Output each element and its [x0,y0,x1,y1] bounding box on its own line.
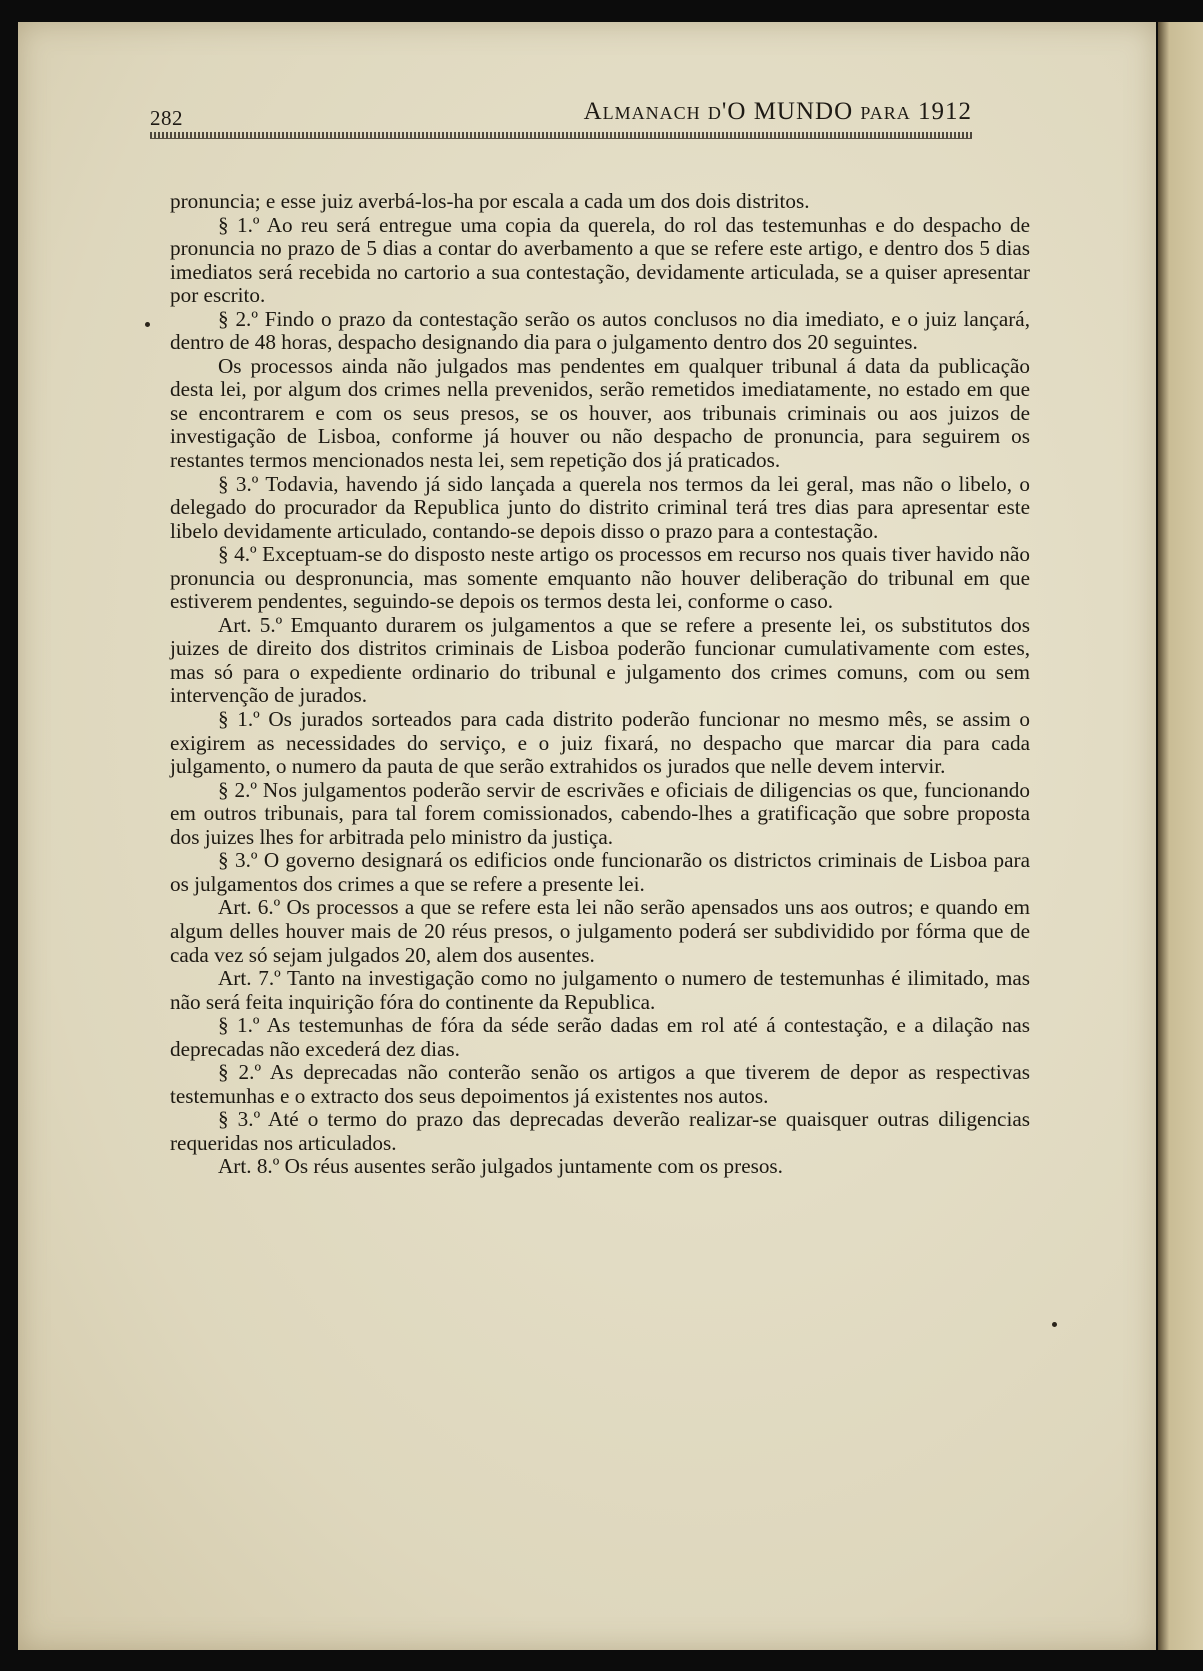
paragraph: Os processos ainda não julgados mas pendentes em qualquer tribunal á data da publicação desta lei, por algum dos crimes nella prevenidos, serão remetidos imediatamente, no estado em que se encontrarem e com os seus presos, se os houver, aos tribunais criminais ou aos juizos de investigação de Lisboa, conforme já houver ou não despacho de pronuncia, para seguirem os restantes termos mencionados nesta lei, sem repetição dos já praticados. [170,353,1030,473]
header-rule [150,132,972,139]
body-text [170,190,1030,1179]
adjacent-page-edge [1158,22,1203,1650]
paragraph: § 1.º As testemunhas de fóra da séde serão dadas em rol até á contestação, e a dilação nas deprecadas não excederá dez dias. [170,1013,1030,1061]
paragraph: Art. 7.º Tanto na investigação como no julgamento o numero de testemunhas é ilimitado, mas não será feita inquirição fóra do continente da Republica. [170,966,1030,1014]
paragraph: § 2.º Findo o prazo da contestação serão os autos conclusos no dia imediato, e o juiz lançará, dentro de 48 horas, despacho designando dia para o julgamento dentro dos 20 seguintes. [170,306,1030,355]
margin-mark [1052,1322,1057,1327]
paragraph: Art. 6.º Os processos a que se refere esta lei não serão apensados uns aos outros; e quando em algum delles houver mais de 20 réus presos, o julgamento poderá ser subdividido por fórma que de cada vez só sejam julgados 20, alem dos ausentes. [170,895,1030,967]
page-number: 282 [150,106,183,130]
margin-mark [145,322,150,327]
paragraph: Art. 8.º Os réus ausentes serão julgados juntamente com os presos. [218,1154,783,1179]
paragraph: § 3.º Até o termo do prazo das deprecadas deverão realizar-se quaisquer outras diligencias requeridas nos articulados. [170,1107,1030,1155]
paragraph: § 3.º O governo designará os edificios onde funcionarão os districtos criminais de Lisboa para os julgamentos dos crimes a que se refere a presente lei. [170,848,1030,896]
paragraph: pronuncia; e esse juiz averbá-los-ha por escala a cada um dos dois distritos. [170,189,810,213]
paragraph: § 1.º Ao reu será entregue uma copia da querela, do rol das testemunhas e do despacho de pronuncia no prazo de 5 dias a contar do averbamento a que se refere este artigo, e dentro dos 5 dias imediatos será recebida no cartorio a sua contestação, devidamente articulada, se a quiser apresentar por escrito. [170,212,1030,308]
paragraph: § 1.º Os jurados sorteados para cada distrito poderão funcionar no mesmo mês, se assim o exigirem as necessidades do serviço, e o juiz fixará, no despacho que marcar dia para cada julgamento, o numero da pauta de que serão extrahidos os jurados que nelle devem intervir. [170,707,1030,779]
paragraph: § 2.º Nos julgamentos poderão servir de escrivães e oficiais de diligencias os que, funcionando em outros tribunais, para tal forem comissionados, cabendo-lhes a gratificação que sobre proposta dos juizes lhes for arbitrada pelo ministro da justiça. [170,777,1030,849]
running-title: Almanach d'O MUNDO para 1912 [583,98,972,125]
paragraph: Art. 5.º Emquanto durarem os julgamentos a que se refere a presente lei, os substitutos dos juizes de direito dos distritos criminais de Lisboa poderão funcionar cumulativamente com estes, mas só para o expediente ordinario do tribunal e julgamento dos crimes comuns, com ou sem intervenção de jurados. [170,612,1030,708]
paragraph: § 4.º Exceptuam-se do disposto neste artigo os processos em recurso nos quais tiver havido não pronuncia ou despronuncia, mas somente emquanto não houver deliberação do tribunal em que estiverem pendentes, seguindo-se depois os termos desta lei, conforme o caso. [170,542,1030,614]
page-header [150,92,972,132]
paragraph: § 3.º Todavia, havendo já sido lançada a querela nos termos da lei geral, mas não o libelo, o delegado do procurador da Republica junto do distrito criminal terá tres dias para apresentar este libelo devidamente articulado, contando-se depois disso o prazo para a contestação. [170,471,1030,543]
paragraph: § 2.º As deprecadas não conterão senão os artigos a que tiverem de depor as respectivas testemunhas e o extracto dos seus depoimentos já existentes nos autos. [170,1060,1030,1108]
